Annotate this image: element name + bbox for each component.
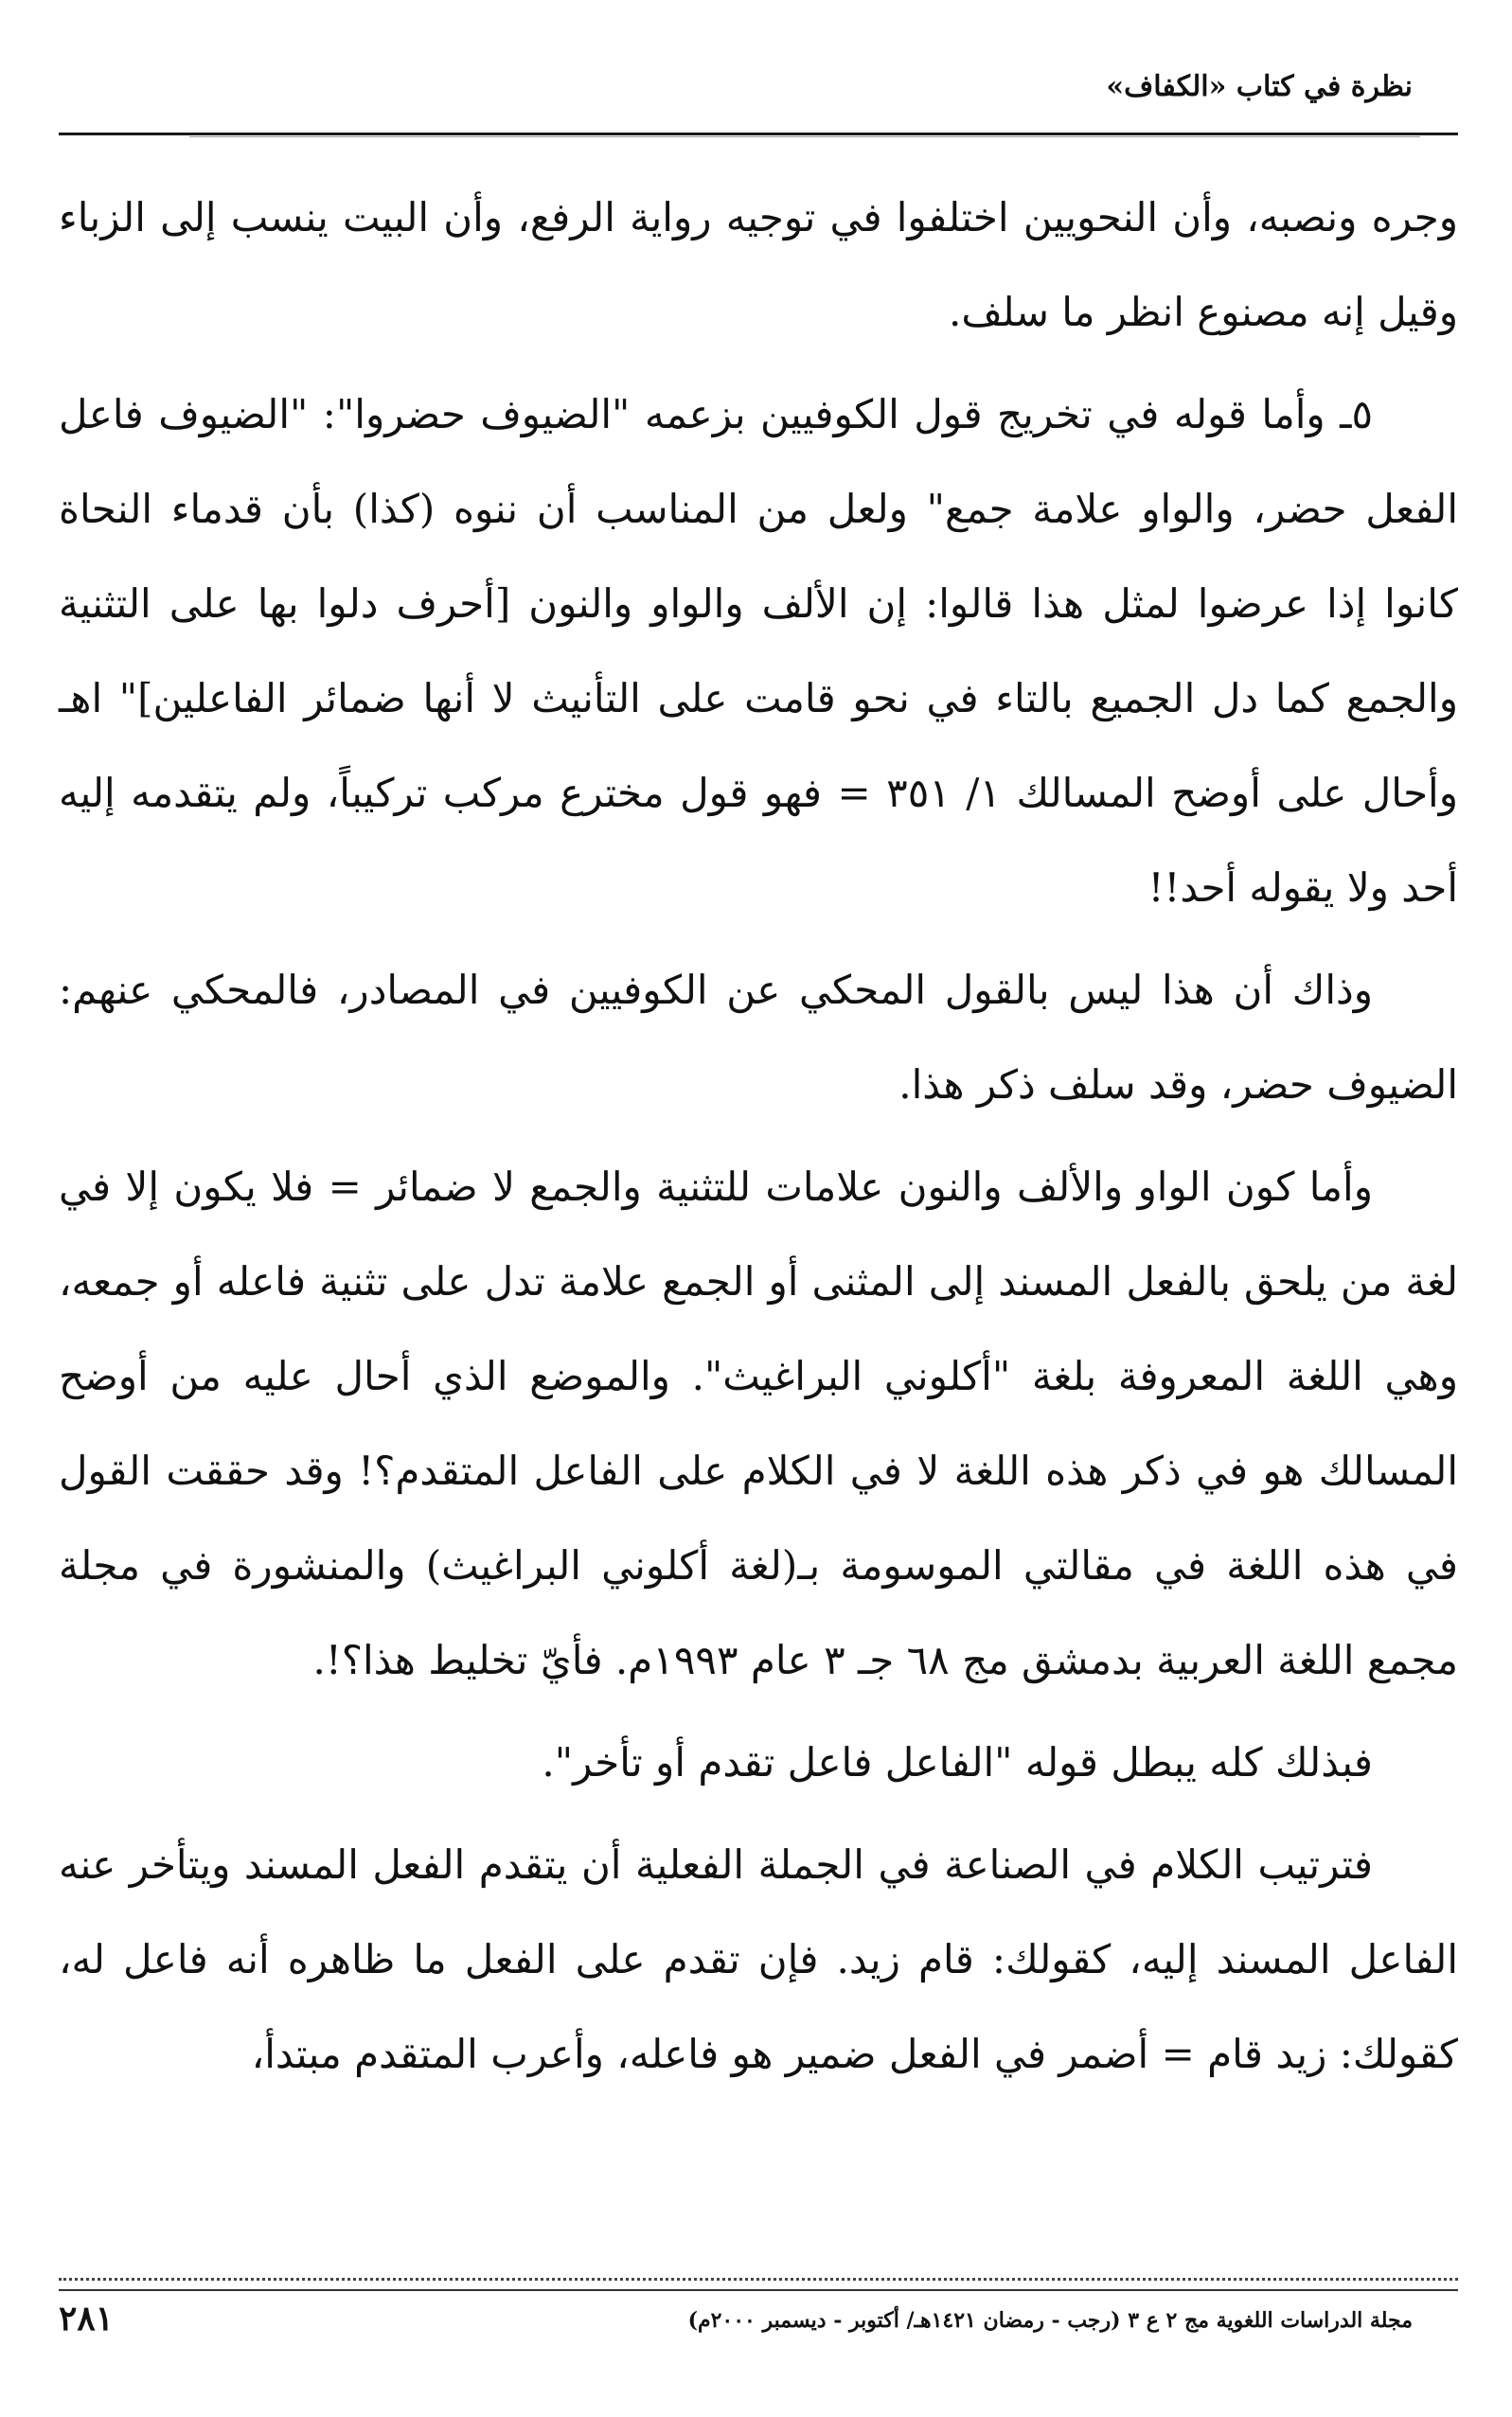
header-rule-shadow <box>189 136 1420 137</box>
paragraph-item-5: ٥ـ وأما قوله في تخريج قول الكوفيين بزعمه "الضيوف حضروا": "الضيوف فاعل الفعل حضر، والواو علامة جمع" ولعل من المناسب أن ننوه (كذا) بأن قدماء النحاة كانوا إذا عرضوا لمثل هذا قالوا: إن الألف والواو والنون [أحرف دلوا بها على التثنية والجمع كما دل الجميع بالتاء في نحو قامت على التأنيث لا أنها ضمائر الفاعلين]" اهـ وأحال على أوضح المسالك ١/ ٣٥١ = فهو قول مخترع مركب تركيباً، ولم يتقدمه إليه أحد ولا يقوله أحد!! <box>59 391 1458 911</box>
paragraph: وأما كون الواو والألف والنون علامات للتثنية والجمع لا ضمائر = فلا يكون إلا في لغة من يلحق بالفعل المسند إلى المثنى أو الجمع علامة تدل على تثنية فاعله أو جمعه، وهي اللغة المعروفة بلغة "أكلوني البراغيث". والموضع الذي أحال عليه من أوضح المسالك هو في ذكر هذه اللغة لا في الكلام على الفاعل المتقدم؟! وقد حققت القول في هذه اللغة في مقالتي الموسومة بـ(لغة أكلوني البراغيث) والمنشورة في مجلة مجمع اللغة العربية بدمشق مج ٦٨ جـ ٣ عام ١٩٩٣م. فأيّ تخليط هذا؟!. <box>59 1164 1458 1683</box>
running-title: نظرة في كتاب «الكفاف» <box>1106 70 1413 103</box>
footer-rule-dotted <box>59 2278 1458 2281</box>
issue-date: (رجب - رمضان ١٤٢١هـ/ أكتوبر - ديسمبر ٢٠٠٠م) <box>687 2308 1121 2333</box>
paragraph: فبذلك كله يبطل قوله "الفاعل فاعل تقدم أو تأخر". <box>542 1739 1373 1786</box>
footer-journal-info <box>688 2308 1413 2333</box>
paragraph: فترتيب الكلام في الصناعة في الجملة الفعلية أن يتقدم الفعل المسند ويتأخر عنه الفاعل المسند إليه، كقولك: قام زيد. فإن تقدم على الفعل ما ظاهره أنه فاعل له، كقولك: زيد قام = أضمر في الفعل ضمير هو فاعله، وأعرب المتقدم مبتدأ، <box>59 1841 1458 2077</box>
footer-rule <box>59 2289 1458 2291</box>
page-number: ٢٨١ <box>59 2299 115 2338</box>
paragraph-continued: وجره ونصبه، وأن النحويين اختلفوا في توجيه رواية الرفع، وأن البيت ينسب إلى الزباء وقيل إنه مصنوع انظر ما سلف. <box>59 194 1458 335</box>
header-rule <box>59 133 1458 135</box>
journal-name: مجلة الدراسات اللغوية مج ٢ ع ٣ <box>1128 2308 1413 2333</box>
body-text <box>59 170 1458 2215</box>
paragraph: وذاك أن هذا ليس بالقول المحكي عن الكوفيين في المصادر، فالمحكي عنهم: الضيوف حضر، وقد سلف ذكر هذا. <box>59 967 1458 1108</box>
